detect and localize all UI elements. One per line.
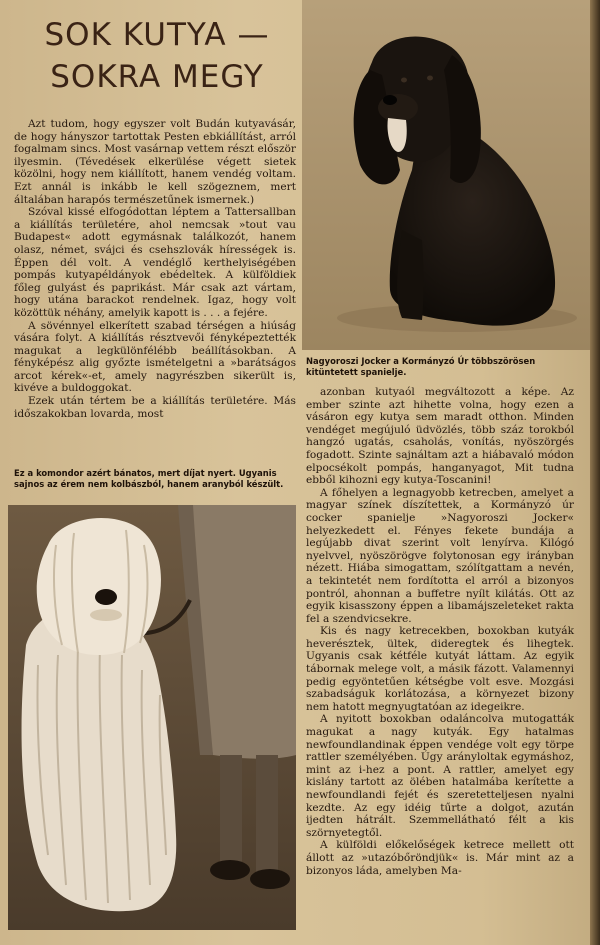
komondor-photo — [8, 505, 296, 930]
komondor-caption: Ez a komondor azért bánatos, mert díjat nyert. Ugyanis sajnos az érem nem kolbászból, hanem aranyból készült. — [14, 468, 284, 489]
paragraph: A külföldi előkelőségek ketrece mellett ott állott az »utazóbőröndjük« is. Már mint az a bizonyos láda, amelyben Ma- — [306, 839, 574, 877]
paragraph: azonban kutyaól megváltozott a képe. Az ember szinte azt hihette volna, hogy ezen a vásáron egy kutya sem maradt otthon. Minden vendéget megújuló üdvözlés, több száz torokból hangzó ugatás, csaholás, vonítás, nyöszörgés fogadott. Szinte sajnáltam azt a hiábavaló módon elpocsékolt pompás, hanganyagot, Mit tudna ebből kihozni egy kutya-Toscanini! — [306, 386, 574, 487]
paragraph: Azt tudom, hogy egyszer volt Budán kutyavásár, de hogy hányszor tartottak Pesten ebkiállítást, arról fogalmam sincs. Most vasárnap vettem részt először ilyesmin. (Tévedések elkerülése végett sietek közölni, hogy nem kiállított, hanem vendég voltam. Ezt annál is inkább le kell szögeznem, mert általában harapós természetűnek ismernek.) — [14, 118, 296, 206]
page-spine-edge — [590, 0, 600, 945]
paragraph: A nyitott boxokban odaláncolva mutogatták magukat a nagy kutyák. Egy hatalmas newfoundlandinak éppen vendége volt egy törpe rattler személyében. Úgy arányloltak egymáshoz, mint az i-hez a pont. A rattler, amelyet egy kislány tartott az ölében hatalmába kerítette a newfoundlandi fejét és szeretetteljesen nyalni kezdte. Az egy idéig tűrte a dolgot, azután ijedten hátrált. Szemmellátható félt a kis szörnyetegtől. — [306, 713, 574, 839]
cocker-spaniel-photo — [302, 0, 592, 350]
spaniel-caption: Nagyoroszi Jocker a Kormányzó Úr többszörösen kitüntetett spanielje. — [306, 356, 536, 377]
paragraph: A főhelyen a legnagyobb ketrecben, amelyet a magyar színek díszítettek, a Kormányzó úr cocker spanielje »Nagyoroszi Jocker« helyezkedett el. Fényes fekete bundája a legújabb divat szerint volt lenyírva. Kilógó nyelvvel, nyöszörögve folytonosan egy irányban nézett. Hiába simogattam, szólítgattam a nevén, a tekintetét nem fordította el arról a bizonyos pontról, ahonnan a buffetre nyílt kilátás. Ott az egyik kisasszony éppen a libamájszeleteket rakta fel a szendvicsekre. — [306, 486, 574, 625]
paragraph: Szóval kissé elfogódottan léptem a Tattersallban a kiállítás területére, ahol nemcsak »tout vau Budapest« adott egymásnak találkozót, hanem olasz, német, svájci és csehszlovák hírességek is. Éppen dél volt. A vendéglő kerthelyiségében pompás kutyapéldányok ebédeltek. A külföldiek főleg gulyást és paprikást. Már csak azt vártam, hogy utána barackot rendelnek. Igaz, hogy volt közöttük néhány, amelyik kapott is . . . a fejére. — [14, 206, 296, 319]
title-line-2: SOKRA MEGY — [50, 59, 264, 95]
article-title — [12, 14, 302, 98]
paragraph: Kis és nagy ketrecekben, boxokban kutyák heverésztek, ültek, dideregtek és lihegtek. Ugyanis csak kétféle kutyát láttam. Az egyik tábornak melege volt, a másik fázott. Valamennyi pedig egyöntetűen kétségbe volt esve. Mozgási szabadságuk korlátozása, a környezet bizony nem hatott megnyugtatóan az idegeikre. — [306, 625, 574, 713]
text-column-left — [14, 118, 296, 420]
paragraph: Ezek után tértem be a kiállítás területére. Más időszakokban lovarda, most — [14, 395, 296, 420]
paragraph: A sövénnyel elkerített szabad térségen a hiúság vására folyt. A kiállítás résztvevői fényképeztették magukat a legkülönfélébb beállításokban. A fényképész alig győzte ismételgetni a »barátságos arcot kérek«-et, amely nagyrészben sikerült is, kivéve a buldoggokat. — [14, 319, 296, 395]
text-column-right — [306, 386, 574, 877]
title-line-1: SOK KUTYA — — [44, 17, 270, 53]
